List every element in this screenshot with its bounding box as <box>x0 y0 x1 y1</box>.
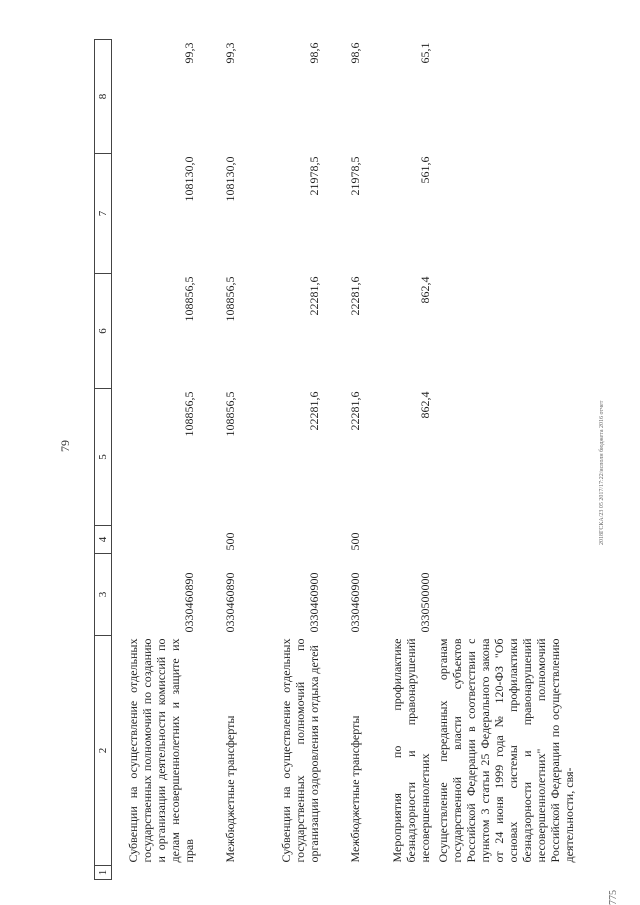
row-value-6: 862,4 <box>418 276 432 304</box>
row-value-6 <box>434 274 578 389</box>
row-value-6: 22281,6 <box>307 276 321 316</box>
table-row <box>323 40 364 880</box>
row-type <box>112 526 199 554</box>
header-col-2: 2 <box>95 636 112 866</box>
row-name: Субвенции на осуществление отдельных государственных полномочий по созданию и организации деятельности комиссий по делам несовершеннолетних и защите их прав <box>126 638 196 863</box>
row-value-5: 22281,6 <box>307 391 321 431</box>
row-value-7: 21978,5 <box>307 156 321 196</box>
header-col-1: 1 <box>95 866 112 880</box>
budget-table <box>94 39 578 880</box>
row-value-6: 22281,6 <box>348 276 362 316</box>
row-value-6: 108856,5 <box>182 276 196 322</box>
header-col-7: 7 <box>95 154 112 274</box>
row-type <box>434 526 578 554</box>
row-value-8: 99,3 <box>223 42 237 64</box>
row-code: 0330460890 <box>223 572 237 633</box>
row-code: 0330460900 <box>348 572 362 633</box>
row-value-7: 108130,0 <box>223 156 237 202</box>
row-type <box>364 526 434 554</box>
row-type: 500 <box>348 532 362 551</box>
header-col-3: 3 <box>95 554 112 636</box>
row-index-cell <box>364 866 434 880</box>
row-value-5 <box>434 389 578 526</box>
row-type <box>239 526 323 554</box>
row-value-5: 22281,6 <box>348 391 362 431</box>
row-value-6: 108856,5 <box>223 276 237 322</box>
row-index-cell <box>323 866 364 880</box>
row-value-7: 561,6 <box>418 156 432 184</box>
table-row <box>239 40 323 880</box>
row-code <box>434 554 578 636</box>
table-row <box>112 40 199 880</box>
row-value-7: 108130,0 <box>182 156 196 202</box>
row-code: 0330460900 <box>307 572 321 633</box>
table-row <box>364 40 434 880</box>
row-name: Осуществление переданных органам государственной власти субъектов Российской Федерации в соответствии с пунктом 3 статьи 25 Федерального закона от 24 июня 1999 года № 120-ФЗ "Об основах системы профилактики безнадзорности и правонарушений несовершеннолетних" полномочий Российской Федерации по осуществлению деятельности, свя- <box>436 638 576 863</box>
row-value-8: 65,1 <box>418 42 432 64</box>
row-value-8: 99,3 <box>182 42 196 64</box>
row-value-7: 21978,5 <box>348 156 362 196</box>
header-col-4: 4 <box>95 526 112 554</box>
row-value-7 <box>434 154 578 274</box>
row-index-cell <box>434 866 578 880</box>
row-name: Мероприятия по профилактике безнадзорности и правонарушений несовершеннолетних <box>390 638 432 863</box>
row-name: Межбюджетные трансферты <box>348 715 362 863</box>
row-name: Субвенции на осуществление отдельных государственных полномочий по организации оздоровления и отдыха детей <box>279 638 321 863</box>
header-col-5: 5 <box>95 389 112 526</box>
table-row <box>198 40 239 880</box>
budget-table-rotated <box>94 40 612 880</box>
table-row <box>434 40 578 880</box>
row-value-5: 862,4 <box>418 391 432 419</box>
header-row <box>95 40 112 880</box>
header-col-6: 6 <box>95 274 112 389</box>
row-index-cell <box>112 866 199 880</box>
row-code: 0330460890 <box>182 572 196 633</box>
header-col-8: 8 <box>95 40 112 154</box>
footer-page-number: 775 <box>608 890 619 905</box>
row-value-5: 108856,5 <box>182 391 196 437</box>
row-value-8: 98,6 <box>348 42 362 64</box>
row-type: 500 <box>223 532 237 551</box>
row-name: Межбюджетные трансферты <box>223 715 237 863</box>
row-value-8: 98,6 <box>307 42 321 64</box>
row-index-cell <box>198 866 239 880</box>
row-value-8 <box>434 40 578 154</box>
row-index-cell <box>239 866 323 880</box>
row-code: 0330500000 <box>418 572 432 633</box>
footer-file-path: 2018ГСКА/23 05 2017/17:22/исполн бюджета 2016 отчет <box>599 400 605 545</box>
page-number: 79 <box>58 440 72 452</box>
row-value-5: 108856,5 <box>223 391 237 437</box>
